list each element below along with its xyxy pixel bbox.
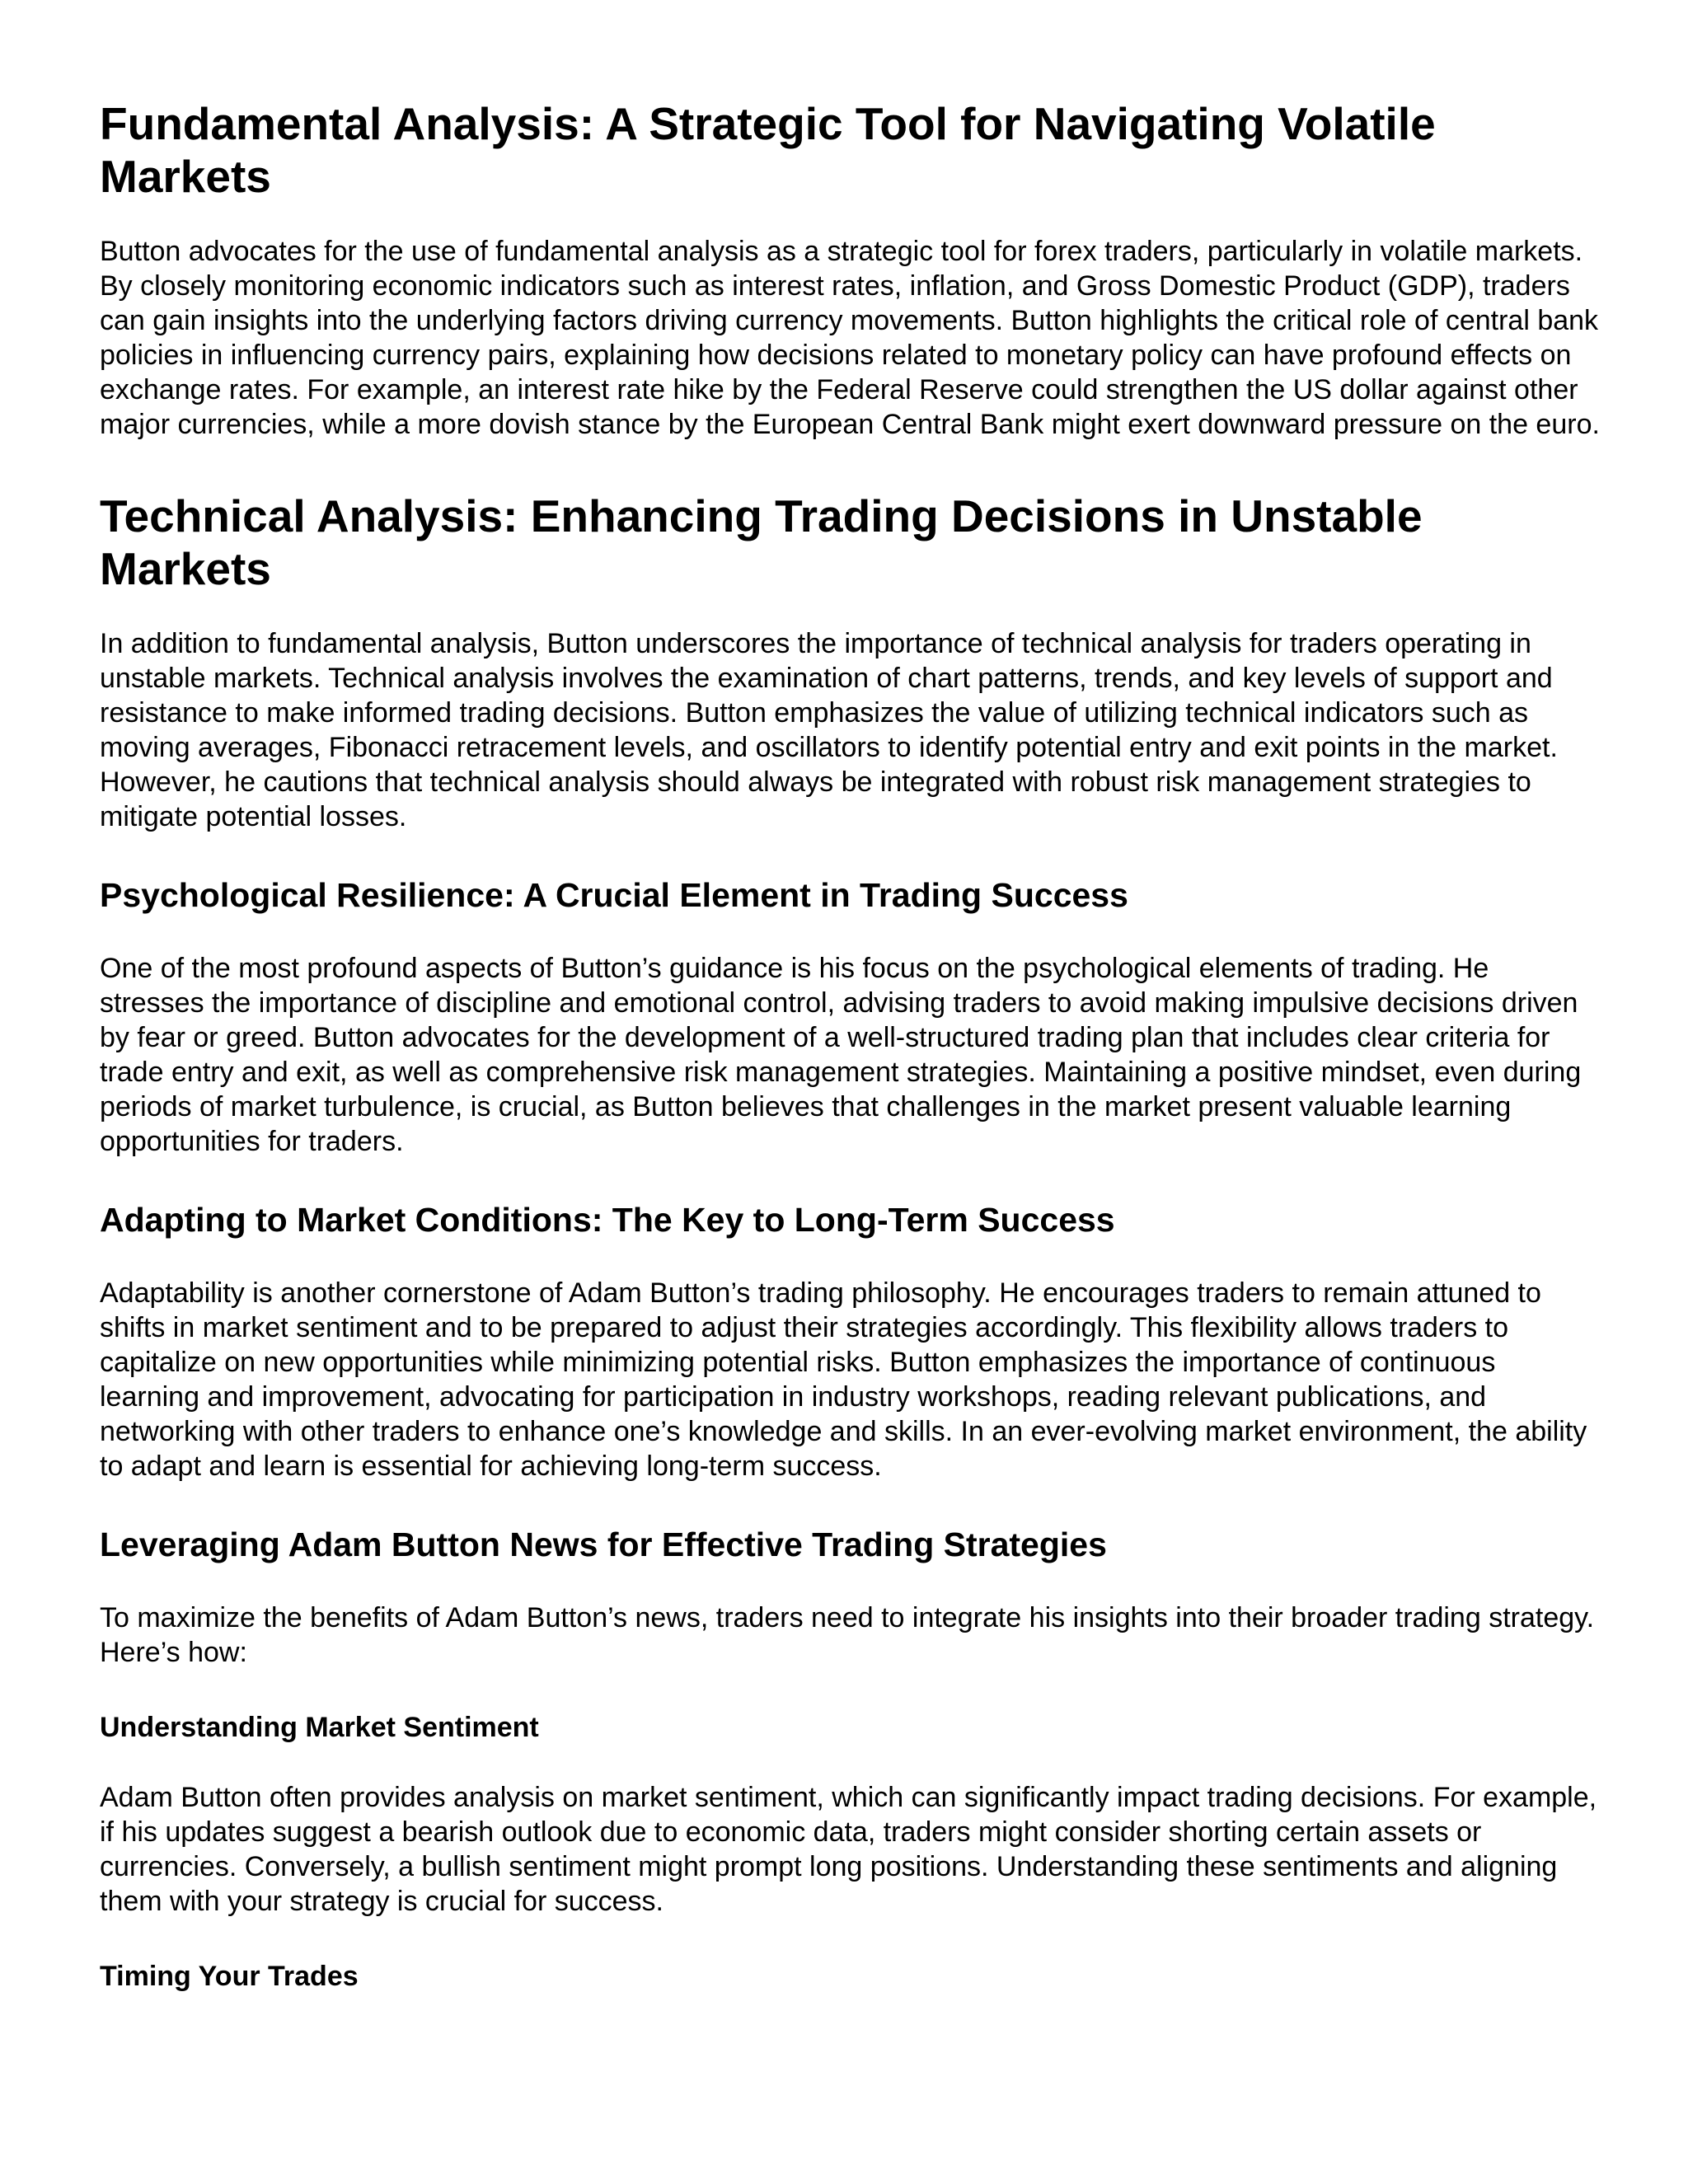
section-body-fundamental-analysis: Button advocates for the use of fundamental analysis as a strategic tool for forex traders, particularly in volatile markets. By closely monitoring economic indicators such as interest rates, inflation, and Gross Domestic Product (GDP), traders can gain insights into the underlying factors driving currency movements. Button highlights the critical role of central bank policies in influencing currency pairs, explaining how decisions related to monetary policy can have profound effects on exchange rates. For example, an interest rate hike by the Federal Reserve could strengthen the US dollar against other major currencies, while a more dovish stance by the European Central Bank might exert downward pressure on the euro. — [100, 236, 1600, 440]
section-title-adapting-to-market: Adapting to Market Conditions: The Key to Long-Term Success — [100, 1201, 1115, 1239]
section-title-leveraging-news: Leveraging Adam Button News for Effective Trading Strategies — [100, 1526, 1107, 1563]
section-title-technical-analysis: Technical Analysis: Enhancing Trading Decisions in Unstable Markets — [100, 490, 1423, 594]
section-title-psychological-resilience: Psychological Resilience: A Crucial Element in Trading Success — [100, 876, 1128, 914]
subsection-body-market-sentiment: Adam Button often provides analysis on market sentiment, which can significantly impact trading decisions. For example, if his updates suggest a bearish outlook due to economic data, traders might consider shorting certain assets or currencies. Conversely, a bullish sentiment might prompt long positions. Understanding these sentiments and aligning them with your strategy is crucial for success. — [100, 1782, 1597, 1917]
subsection-title-market-sentiment: Understanding Market Sentiment — [100, 1712, 539, 1743]
section-title-fundamental-analysis: Fundamental Analysis: A Strategic Tool for Navigating Volatile Markets — [100, 98, 1436, 202]
section-body-leveraging-news: To maximize the benefits of Adam Button’s news, traders need to integrate his insights into their broader trading strategy. Here’s how: — [100, 1602, 1595, 1668]
section-body-psychological-resilience: One of the most profound aspects of Button’s guidance is his focus on the psychological elements of trading. He stresses the importance of discipline and emotional control, advising traders to avoid making impulsive decisions driven by fear or greed. Button advocates for the development of a well-structured trading plan that includes clear criteria for trade entry and exit, as well as comprehensive risk management strategies. Maintaining a positive mindset, even during periods of market turbulence, is crucial, as Button believes that challenges in the market present valuable learning opportunities for traders. — [100, 953, 1582, 1157]
subsection-title-timing-trades: Timing Your Trades — [100, 1961, 359, 1992]
section-body-technical-analysis: In addition to fundamental analysis, Button underscores the importance of technical analysis for traders operating in unstable markets. Technical analysis involves the examination of chart patterns, trends, and key levels of support and resistance to make informed trading decisions. Button emphasizes the value of utilizing technical indicators such as moving averages, Fibonacci retracement levels, and oscillators to identify potential entry and exit points in the market. However, he cautions that technical analysis should always be integrated with robust risk management strategies to mitigate potential losses. — [100, 628, 1558, 832]
section-body-adapting-to-market: Adaptability is another cornerstone of Adam Button’s trading philosophy. He encourages traders to remain attuned to shifts in market sentiment and to be prepared to adjust their strategies accordingly. This flexibility allows traders to capitalize on new opportunities while minimizing potential risks. Button emphasizes the importance of continuous learning and improvement, advocating for participation in industry workshops, reading relevant publications, and networking with other traders to enhance one’s knowledge and skills. In an ever-evolving market environment, the ability to adapt and learn is essential for achieving long-term success. — [100, 1277, 1587, 1482]
document-page — [100, 97, 1600, 1993]
